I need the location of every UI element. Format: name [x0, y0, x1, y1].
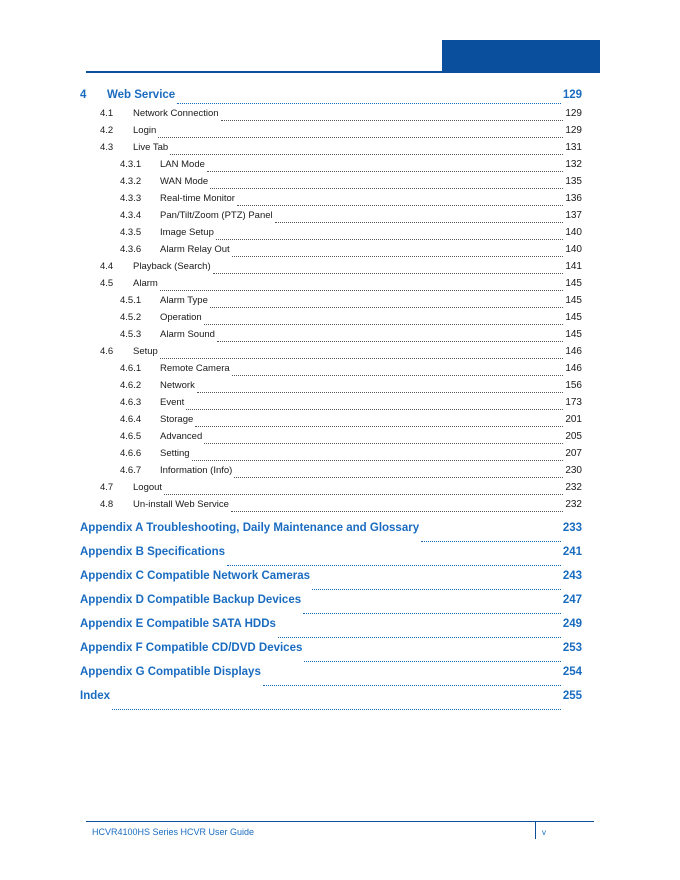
toc-entry-title: Operation [160, 312, 202, 323]
toc-entry-title: Pan/Tilt/Zoom (PTZ) Panel [160, 210, 273, 221]
toc-entry-number: 4.8 [100, 499, 114, 510]
toc-leader-dots [197, 392, 563, 393]
toc-entry-title: Alarm [133, 278, 158, 289]
toc-leader-dots [210, 307, 563, 308]
toc-entry-page: 129 [565, 125, 582, 136]
toc-entry[interactable] [80, 482, 582, 499]
toc-entry-page: 140 [565, 244, 582, 255]
toc-entry-number: 4.6.1 [120, 363, 142, 374]
toc-entry-title: Live Tab [133, 142, 169, 153]
toc-entry-title: Un-install Web Service [133, 499, 229, 510]
toc-entry-title: Index [80, 690, 111, 702]
toc-leader-dots [204, 324, 564, 325]
table-of-contents [80, 89, 582, 714]
toc-entry[interactable] [80, 363, 582, 380]
toc-entry[interactable] [80, 465, 582, 482]
toc-appendix-entry[interactable] [80, 594, 582, 618]
toc-entry-page: 253 [562, 642, 582, 654]
toc-entry-title: Alarm Relay Out [160, 244, 230, 255]
toc-entry[interactable] [80, 380, 582, 397]
toc-leader-dots [192, 460, 564, 461]
toc-entry[interactable] [80, 397, 582, 414]
toc-leader-dots [304, 661, 560, 662]
toc-leader-dots [216, 239, 563, 240]
toc-entry-number: 4.7 [100, 482, 114, 493]
toc-entry-page: 249 [562, 618, 582, 630]
toc-entry-title: Network Connection [133, 108, 219, 119]
toc-leader-dots [263, 685, 561, 686]
toc-entry-title: LAN Mode [160, 159, 205, 170]
toc-entry-title: Playback (Search) [133, 261, 211, 272]
toc-entry-page: 207 [565, 448, 582, 459]
toc-entry-page: 145 [565, 278, 582, 289]
toc-entry-title: Alarm Type [160, 295, 208, 306]
toc-entry[interactable] [80, 227, 582, 244]
header-color-block [442, 40, 600, 73]
toc-entry-title: Storage [160, 414, 194, 425]
toc-entry-page: 136 [565, 193, 582, 204]
toc-entry-number: 4.3.1 [120, 159, 142, 170]
toc-leader-dots [237, 205, 563, 206]
toc-entry-page: 146 [565, 346, 582, 357]
toc-leader-dots [164, 494, 563, 495]
toc-entry-title: Image Setup [160, 227, 214, 238]
toc-entry-title: Information (Info) [160, 465, 233, 476]
toc-entry-page: 145 [565, 295, 582, 306]
toc-entry[interactable] [80, 329, 582, 346]
toc-entry-page: 145 [565, 329, 582, 340]
footer-rule [86, 821, 594, 822]
toc-entry-number: 4.5 [100, 278, 114, 289]
toc-entry-title: Logout [133, 482, 163, 493]
toc-entry-title: Appendix C Compatible Network Cameras [80, 570, 311, 582]
toc-entry-page: 247 [562, 594, 582, 606]
toc-entry-page: 135 [565, 176, 582, 187]
toc-entry-title: Setting [160, 448, 190, 459]
toc-entry-page: 230 [565, 465, 582, 476]
toc-leader-dots [303, 613, 561, 614]
toc-entry-number: 4.6.3 [120, 397, 142, 408]
toc-leader-dots [227, 565, 561, 566]
toc-entry-number: 4.6.7 [120, 465, 142, 476]
toc-entry-number: 4.3.6 [120, 244, 142, 255]
toc-leader-dots [234, 477, 563, 478]
toc-entry-title: Advanced [160, 431, 203, 442]
toc-leader-dots [232, 375, 564, 376]
toc-entry-title: Appendix G Compatible Displays [80, 666, 261, 678]
toc-entry[interactable] [80, 142, 582, 159]
footer-separator [535, 821, 536, 839]
toc-entry-number: 4.5.3 [120, 329, 142, 340]
toc-entry[interactable] [80, 312, 582, 329]
toc-entry-title: Appendix A Troubleshooting, Daily Maintenance and Glossary [80, 522, 420, 534]
toc-leader-dots [231, 511, 563, 512]
toc-entry[interactable] [80, 499, 582, 516]
toc-entry-title: Remote Camera [160, 363, 230, 374]
header-rule [86, 71, 600, 73]
toc-entry[interactable] [80, 210, 582, 227]
toc-leader-dots [278, 637, 561, 638]
toc-entry-page: 232 [565, 499, 582, 510]
toc-entry-title: Alarm Sound [160, 329, 215, 340]
toc-leader-dots [213, 273, 564, 274]
toc-entry-number: 4.2 [100, 125, 114, 136]
toc-entry-number: 4.6.2 [120, 380, 142, 391]
toc-leader-dots [160, 290, 564, 291]
toc-leader-dots [160, 358, 563, 359]
footer-page-number: v [542, 828, 546, 837]
toc-leader-dots [232, 256, 564, 257]
toc-entry-page: 205 [565, 431, 582, 442]
toc-entry[interactable] [80, 295, 582, 312]
toc-chapter-entry[interactable] [80, 89, 582, 108]
toc-chapter-page: 129 [562, 89, 582, 101]
toc-entry[interactable] [80, 159, 582, 176]
toc-entry-title: Real-time Monitor [160, 193, 235, 204]
toc-entry-page: 141 [565, 261, 582, 272]
toc-entry-page: 146 [565, 363, 582, 374]
toc-entry-number: 4.5.1 [120, 295, 142, 306]
toc-entry-number: 4.6 [100, 346, 114, 357]
toc-entry-page: 232 [565, 482, 582, 493]
toc-leader-dots [170, 154, 563, 155]
toc-appendix-entry[interactable] [80, 570, 582, 594]
toc-entry-title: Appendix D Compatible Backup Devices [80, 594, 302, 606]
toc-leader-dots [112, 709, 561, 710]
toc-leader-dots [217, 341, 563, 342]
toc-entry-title: Event [160, 397, 185, 408]
toc-entry[interactable] [80, 176, 582, 193]
toc-entry[interactable] [80, 108, 582, 125]
toc-entry-title: Setup [133, 346, 158, 357]
toc-entry-title: WAN Mode [160, 176, 209, 187]
toc-entry-number: 4.3.2 [120, 176, 142, 187]
toc-appendices [80, 522, 582, 714]
toc-entry-number: 4.6.4 [120, 414, 142, 425]
toc-leader-dots [207, 171, 563, 172]
footer-doc-title: HCVR4100HS Series HCVR User Guide [92, 827, 255, 837]
toc-entry-number: 4.4 [100, 261, 114, 272]
toc-leader-dots [158, 137, 563, 138]
toc-entry-page: 137 [565, 210, 582, 221]
toc-entry-number: 4.3.4 [120, 210, 142, 221]
toc-appendix-entry[interactable] [80, 690, 582, 714]
toc-entry[interactable] [80, 414, 582, 431]
toc-entry-page: 243 [562, 570, 582, 582]
toc-entry-page: 201 [565, 414, 582, 425]
toc-leader-dots [177, 103, 561, 104]
toc-appendix-entry[interactable] [80, 522, 582, 546]
toc-leader-dots [312, 589, 561, 590]
toc-entry-number: 4.6.6 [120, 448, 142, 459]
toc-leader-dots [275, 222, 564, 223]
toc-entry[interactable] [80, 278, 582, 295]
toc-entry-page: 254 [562, 666, 582, 678]
toc-appendix-entry[interactable] [80, 666, 582, 690]
toc-entry-page: 129 [565, 108, 582, 119]
toc-entry-page: 140 [565, 227, 582, 238]
toc-entry[interactable] [80, 125, 582, 142]
toc-entry-number: 4.3.5 [120, 227, 142, 238]
toc-entry-title: Network [160, 380, 195, 391]
toc-entry-title: Appendix F Compatible CD/DVD Devices [80, 642, 303, 654]
toc-leader-dots [421, 541, 561, 542]
toc-entries [80, 108, 582, 516]
toc-entry-page: 233 [562, 522, 582, 534]
toc-entry[interactable] [80, 346, 582, 363]
toc-appendix-entry[interactable] [80, 642, 582, 666]
toc-leader-dots [186, 409, 563, 410]
toc-entry-title: Appendix B Specifications [80, 546, 226, 558]
toc-entry-page: 156 [565, 380, 582, 391]
toc-entry-page: 132 [565, 159, 582, 170]
toc-entry[interactable] [80, 193, 582, 210]
toc-chapter-title: Web Service [107, 89, 176, 101]
toc-entry-number: 4.5.2 [120, 312, 142, 323]
toc-entry-page: 173 [565, 397, 582, 408]
toc-entry-page: 241 [562, 546, 582, 558]
toc-leader-dots [204, 443, 563, 444]
toc-entry-number: 4.6.5 [120, 431, 142, 442]
toc-leader-dots [195, 426, 563, 427]
toc-entry-title: Appendix E Compatible SATA HDDs [80, 618, 276, 630]
toc-entry[interactable] [80, 448, 582, 465]
toc-entry[interactable] [80, 244, 582, 261]
toc-entry-title: Login [133, 125, 157, 136]
toc-entry[interactable] [80, 261, 582, 278]
toc-entry-page: 131 [565, 142, 582, 153]
toc-leader-dots [221, 120, 564, 121]
toc-entry-page: 255 [562, 690, 582, 702]
toc-entry-number: 4.3 [100, 142, 114, 153]
toc-entry-number: 4.1 [100, 108, 114, 119]
toc-entry-page: 145 [565, 312, 582, 323]
toc-entry-number: 4.3.3 [120, 193, 142, 204]
toc-entry[interactable] [80, 431, 582, 448]
toc-appendix-entry[interactable] [80, 546, 582, 570]
toc-appendix-entry[interactable] [80, 618, 582, 642]
toc-leader-dots [210, 188, 563, 189]
toc-chapter-number: 4 [80, 89, 87, 101]
